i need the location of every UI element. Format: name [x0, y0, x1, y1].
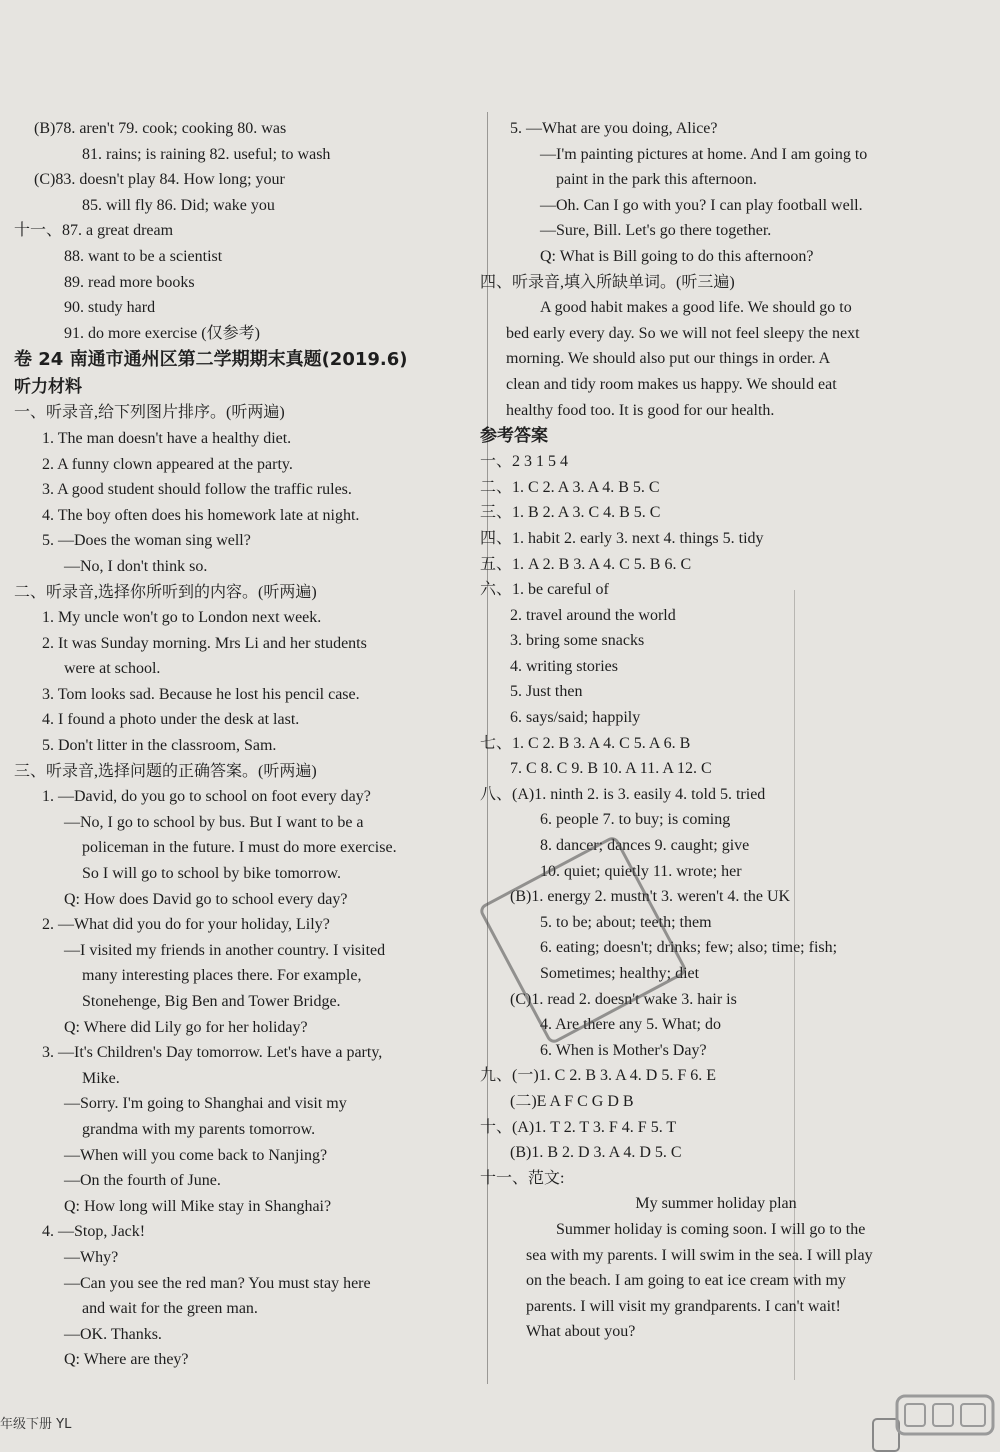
answer-line: 89. read more books	[64, 273, 195, 291]
answer-line: 5. Just then	[510, 683, 583, 701]
answer-line: 九、(一)1. C 2. B 3. A 4. D 5. F 6. E	[480, 1067, 717, 1085]
transcript-line: Q: What is Bill going to do this afternoon?	[540, 247, 814, 265]
transcript-line: 4. —Stop, Jack!	[42, 1223, 146, 1241]
transcript-line: —On the fourth of June.	[64, 1172, 221, 1190]
answer-line: (二)E A F C G D B	[510, 1092, 634, 1110]
answer-line: (B)1. energy 2. mustn't 3. weren't 4. the UK	[510, 888, 791, 906]
transcript-line: many interesting places there. For example,	[82, 967, 362, 985]
transcript-line: 2. —What did you do for your holiday, Lily?	[42, 916, 330, 934]
answer-line: 四、1. habit 2. early 3. next 4. things 5. tidy	[480, 529, 764, 547]
answer-line: (B)1. B 2. D 3. A 4. D 5. C	[510, 1144, 682, 1162]
section-instruction: 三、听录音,选择问题的正确答案。(听两遍)	[14, 762, 317, 780]
transcript-line: Q: Where did Lily go for her holiday?	[64, 1018, 308, 1036]
page-footer: 年级下册 YL	[0, 1417, 72, 1432]
essay-title: My summer holiday plan	[635, 1195, 797, 1213]
transcript-line: —Can you see the red man? You must stay here	[64, 1274, 371, 1292]
transcript-line: grandma with my parents tomorrow.	[82, 1120, 316, 1138]
transcript-line: 2. A funny clown appeared at the party.	[42, 455, 293, 473]
transcript-line: 1. The man doesn't have a healthy diet.	[42, 429, 292, 447]
section-instruction: 一、听录音,给下列图片排序。(听两遍)	[14, 404, 285, 422]
transcript-line: Stonehenge, Big Ben and Tower Bridge.	[82, 993, 341, 1010]
answer-line: 八、(A)1. ninth 2. is 3. easily 4. told 5. tried	[480, 785, 766, 803]
answer-line: 4. writing stories	[510, 657, 618, 675]
transcript-line: —When will you come back to Nanjing?	[64, 1146, 328, 1164]
left-column	[14, 116, 466, 1373]
essay-line: sea with my parents. I will swim in the sea. I will play	[526, 1246, 873, 1264]
watermark-glyph	[905, 1404, 925, 1426]
transcript-line: 3. A good student should follow the traffic rules.	[42, 481, 352, 499]
answer-line: 十、(A)1. T 2. T 3. F 4. F 5. T	[480, 1118, 677, 1136]
section-instruction: 四、听录音,填入所缺单词。(听三遍)	[480, 273, 735, 291]
transcript-line: 5. —Does the woman sing well?	[42, 532, 251, 550]
transcript-line: Mike.	[82, 1069, 120, 1087]
essay-line: Summer holiday is coming soon. I will go to the	[556, 1220, 866, 1238]
section-heading: 听力材料	[14, 377, 82, 398]
right-column	[480, 116, 926, 1345]
answer-line: (C)83. doesn't play 84. How long; your	[34, 171, 285, 189]
transcript-line: —I'm painting pictures at home. And I am going to	[540, 145, 868, 163]
answer-line: 85. will fly 86. Did; wake you	[82, 196, 275, 214]
passage-line: morning. We should also put our things in order. A	[506, 350, 831, 368]
essay-line: parents. I will visit my grandparents. I can't wait!	[526, 1297, 841, 1315]
transcript-line: Q: Where are they?	[64, 1351, 189, 1369]
transcript-line: 4. I found a photo under the desk at last.	[42, 711, 300, 729]
answer-line: 4. Are there any 5. What; do	[540, 1016, 721, 1034]
transcript-line: 5. —What are you doing, Alice?	[510, 120, 718, 137]
answer-line: 81. rains; is raining 82. useful; to wash	[82, 145, 331, 163]
essay-line: on the beach. I am going to eat ice cream with my	[526, 1272, 846, 1290]
answer-line: (B)78. aren't 79. cook; cooking 80. was	[34, 120, 287, 137]
answer-line: 2. travel around the world	[510, 606, 676, 624]
exam-title: 卷 24 南通市通州区第二学期期末真题(2019.6)	[14, 349, 408, 371]
passage-line: clean and tidy room makes us happy. We should eat	[506, 375, 837, 393]
answer-line: 3. bring some snacks	[510, 632, 645, 650]
transcript-line: 5. Don't litter in the classroom, Sam.	[42, 737, 277, 755]
transcript-line: —Oh. Can I go with you? I can play football well.	[540, 196, 863, 214]
transcript-line: 4. The boy often does his homework late at night.	[42, 506, 360, 524]
watermark-frame	[897, 1396, 993, 1434]
essay-line: What about you?	[526, 1323, 636, 1341]
transcript-line: 1. My uncle won't go to London next week.	[42, 609, 322, 627]
answer-line: 七、1. C 2. B 3. A 4. C 5. A 6. B	[480, 734, 691, 752]
transcript-line: —I visited my friends in another country. I visited	[64, 941, 386, 959]
answer-line: 8. dancer; dances 9. caught; give	[540, 837, 750, 855]
answers-heading: 参考答案	[480, 426, 548, 447]
answer-line: 一、2 3 1 5 4	[480, 453, 569, 471]
transcript-line: were at school.	[64, 660, 161, 678]
answer-line: 五、1. A 2. B 3. A 4. C 5. B 6. C	[480, 555, 692, 573]
answer-line: 6. When is Mother's Day?	[540, 1041, 707, 1059]
transcript-line: 1. —David, do you go to school on foot every day?	[42, 788, 371, 806]
transcript-line: —Sure, Bill. Let's go there together.	[540, 222, 772, 240]
essay-label: 十一、范文:	[480, 1169, 565, 1187]
transcript-line: 3. Tom looks sad. Because he lost his pencil case.	[42, 685, 360, 703]
answer-line: 88. want to be a scientist	[64, 247, 223, 265]
answer-line: Sometimes; healthy; diet	[540, 965, 700, 982]
answer-line: 6. says/said; happily	[510, 709, 641, 727]
transcript-line: Q: How long will Mike stay in Shanghai?	[64, 1197, 332, 1215]
transcript-line: and wait for the green man.	[82, 1300, 258, 1318]
answer-line: 10. quiet; quietly 11. wrote; her	[540, 862, 742, 880]
passage-line: A good habit makes a good life. We should go to	[540, 299, 852, 317]
answer-line: (C)1. read 2. doesn't wake 3. hair is	[510, 990, 737, 1008]
answer-line: 十一、87. a great dream	[14, 222, 174, 240]
answer-line: 90. study hard	[64, 299, 156, 317]
answer-line: 三、1. B 2. A 3. C 4. B 5. C	[480, 504, 661, 522]
transcript-line: —No, I don't think so.	[64, 557, 208, 575]
transcript-line: policeman in the future. I must do more exercise.	[82, 839, 397, 857]
answer-line: 7. C 8. C 9. B 10. A 11. A 12. C	[510, 760, 712, 778]
watermark-glyph	[933, 1404, 953, 1426]
site-watermark-icon	[893, 1390, 998, 1450]
answer-line: 91. do more exercise (仅参考)	[64, 324, 260, 342]
transcript-line: —Why?	[64, 1248, 119, 1266]
answer-line: 6. people 7. to buy; is coming	[540, 811, 731, 829]
transcript-line: —No, I go to school by bus. But I want to be a	[64, 813, 364, 831]
answer-line: 二、1. C 2. A 3. A 4. B 5. C	[480, 478, 660, 496]
transcript-line: —Sorry. I'm going to Shanghai and visit my	[64, 1095, 347, 1113]
answer-line: 六、1. be careful of	[480, 581, 609, 599]
transcript-line: So I will go to school by bike tomorrow.	[82, 865, 341, 883]
watermark-glyph	[961, 1404, 985, 1426]
section-instruction: 二、听录音,选择你所听到的内容。(听两遍)	[14, 583, 317, 601]
answer-line: 6. eating; doesn't; drinks; few; also; time; fish;	[540, 939, 838, 957]
answer-line: 5. to be; about; teeth; them	[540, 913, 712, 931]
transcript-line: paint in the park this afternoon.	[556, 171, 757, 189]
transcript-line: —OK. Thanks.	[64, 1325, 162, 1343]
transcript-line: Q: How does David go to school every day?	[64, 890, 348, 908]
transcript-line: 3. —It's Children's Day tomorrow. Let's have a party,	[42, 1044, 383, 1062]
transcript-line: 2. It was Sunday morning. Mrs Li and her students	[42, 634, 367, 652]
passage-line: healthy food too. It is good for our health.	[506, 401, 775, 419]
passage-line: bed early every day. So we will not feel sleepy the next	[506, 324, 860, 342]
